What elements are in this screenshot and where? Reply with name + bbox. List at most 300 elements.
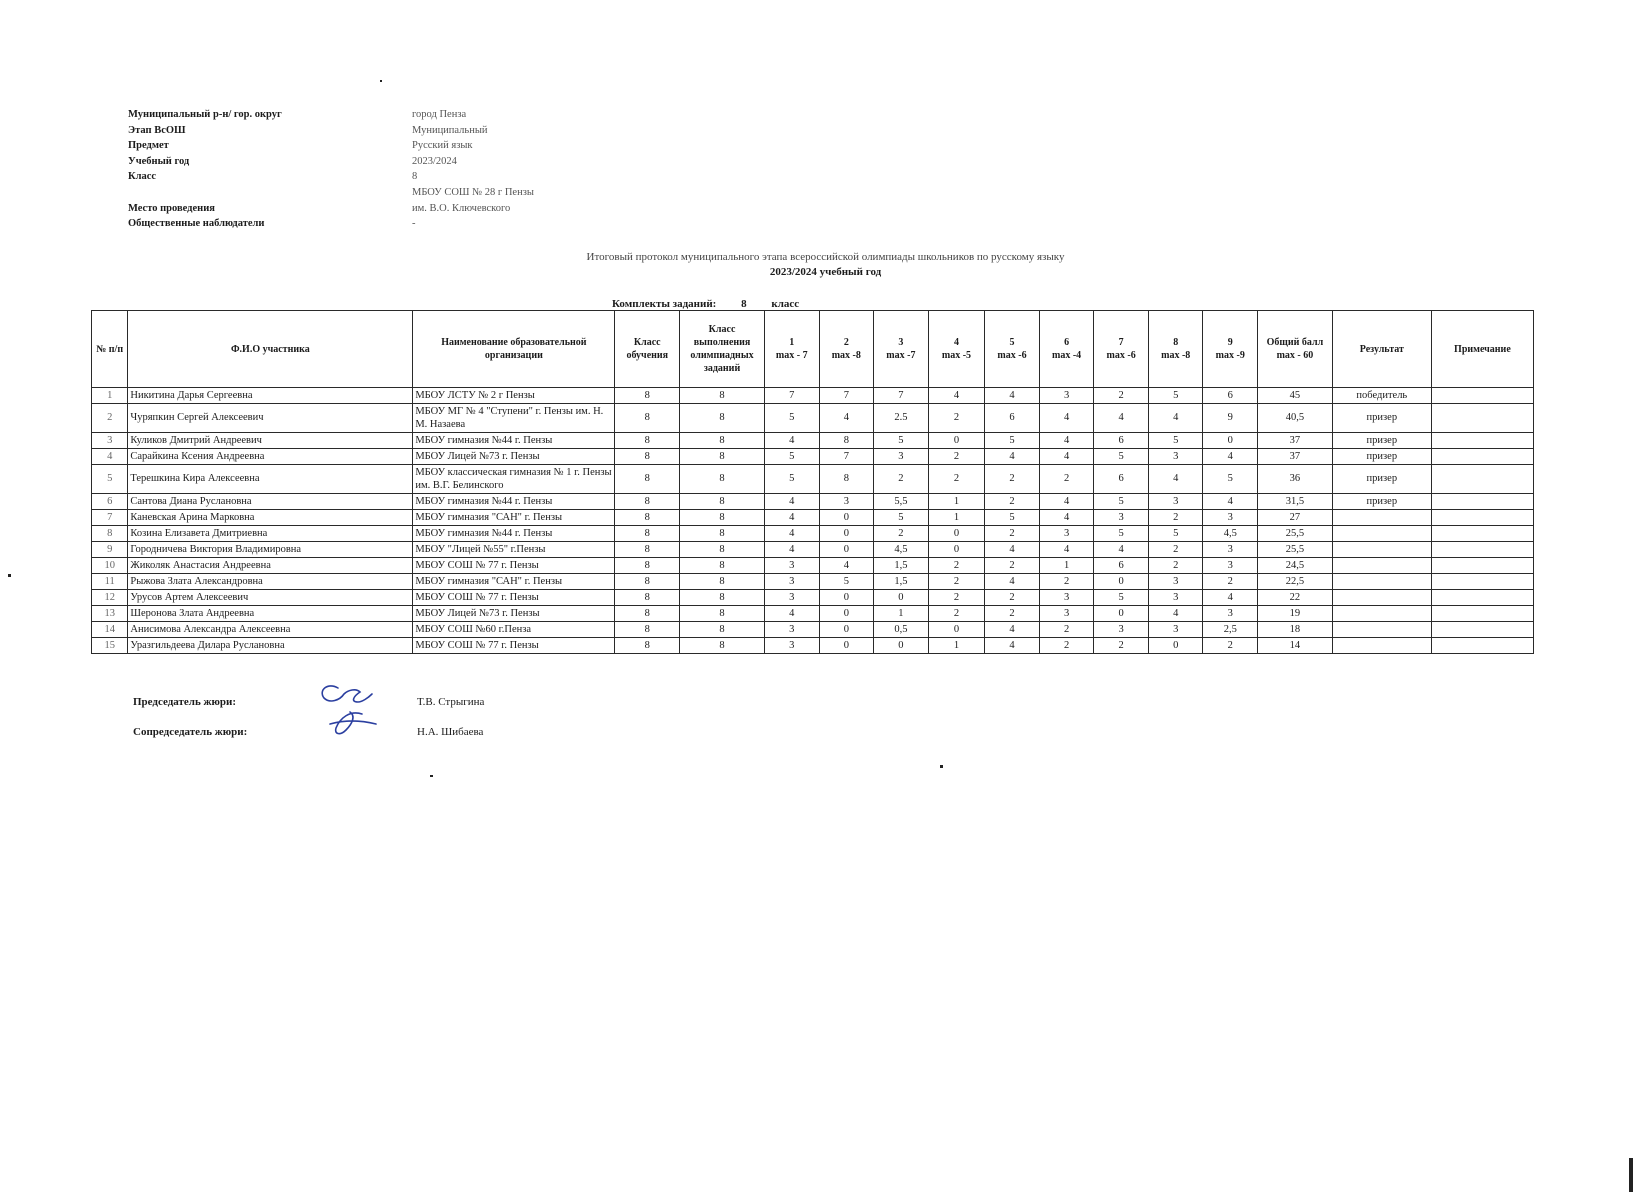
task-score: 1 — [928, 638, 985, 654]
note-cell — [1431, 433, 1533, 449]
task-score: 4 — [985, 542, 1040, 558]
meta-row-district — [128, 107, 534, 123]
row-number: 5 — [92, 465, 128, 494]
column-header: Класс выполнения олимпиадных заданий — [680, 311, 765, 388]
task-score: 4 — [1039, 542, 1094, 558]
task-score: 8 — [819, 465, 874, 494]
task-score: 2 — [928, 404, 985, 433]
task-score: 2 — [928, 606, 985, 622]
task-score: 3 — [1203, 510, 1258, 526]
task-score: 4 — [928, 388, 985, 404]
row-number: 11 — [92, 574, 128, 590]
task-score: 6 — [1094, 558, 1149, 574]
task-score: 1 — [928, 510, 985, 526]
result-cell: призер — [1332, 433, 1431, 449]
task-score: 4 — [1203, 494, 1258, 510]
task-score: 2 — [874, 465, 929, 494]
task-score: 2 — [985, 590, 1040, 606]
meta-value: 2023/2024 — [412, 155, 457, 167]
task-score: 7 — [874, 388, 929, 404]
task-score: 3 — [1148, 449, 1203, 465]
task-score: 2 — [985, 526, 1040, 542]
results-table — [91, 310, 1534, 654]
meta-value: 8 — [412, 171, 418, 183]
task-score: 3 — [1203, 606, 1258, 622]
total-score: 45 — [1258, 388, 1333, 404]
grade-exec-cell: 8 — [680, 526, 765, 542]
table-row — [92, 494, 1534, 510]
meta-label: Учебный год — [128, 155, 190, 167]
participant-name: Чуряпкин Сергей Алексеевич — [128, 404, 413, 433]
task-score: 2 — [928, 590, 985, 606]
task-score: 3 — [1148, 494, 1203, 510]
participant-name: Сантова Диана Руслановна — [128, 494, 413, 510]
note-cell — [1431, 404, 1533, 433]
result-cell: призер — [1332, 465, 1431, 494]
kits-suffix: класс — [771, 298, 800, 310]
total-score: 27 — [1258, 510, 1333, 526]
row-number: 6 — [92, 494, 128, 510]
task-score: 2 — [1203, 638, 1258, 654]
jury-chair — [133, 696, 485, 708]
task-score: 9 — [1203, 404, 1258, 433]
task-score: 4 — [764, 433, 819, 449]
column-header: 5 max -6 — [985, 311, 1040, 388]
column-header: 9 max -9 — [1203, 311, 1258, 388]
grade-cell: 8 — [615, 526, 680, 542]
task-score: 5 — [1203, 465, 1258, 494]
task-score: 2 — [985, 606, 1040, 622]
chair-label: Председатель жюри: — [133, 696, 237, 708]
result-cell — [1332, 606, 1431, 622]
task-score: 4 — [1148, 606, 1203, 622]
task-score: 4 — [985, 449, 1040, 465]
grade-exec-cell: 8 — [680, 590, 765, 606]
task-score: 2 — [1039, 574, 1094, 590]
task-score: 3 — [764, 622, 819, 638]
note-cell — [1431, 494, 1533, 510]
column-header: № п/п — [92, 311, 128, 388]
organization: МБОУ гимназия №44 г. Пензы — [413, 494, 615, 510]
task-score: 0 — [1148, 638, 1203, 654]
task-score: 3 — [1148, 590, 1203, 606]
column-header: 7 max -6 — [1094, 311, 1149, 388]
task-score: 6 — [1094, 433, 1149, 449]
participant-name: Жиколяк Анастасия Андреевна — [128, 558, 413, 574]
task-score: 3 — [764, 638, 819, 654]
organization: МБОУ гимназия №44 г. Пензы — [413, 526, 615, 542]
scan-edge-mark — [1629, 1158, 1633, 1192]
organization: МБОУ гимназия "САН" г. Пензы — [413, 510, 615, 526]
note-cell — [1431, 574, 1533, 590]
scan-speck — [8, 574, 11, 577]
task-score: 3 — [874, 449, 929, 465]
participant-name: Рыжова Злата Александровна — [128, 574, 413, 590]
task-score: 3 — [764, 574, 819, 590]
note-cell — [1431, 449, 1533, 465]
task-score: 2 — [1148, 542, 1203, 558]
task-score: 5 — [764, 449, 819, 465]
column-header: Ф.И.О участника — [128, 311, 413, 388]
task-score: 5 — [764, 465, 819, 494]
note-cell — [1431, 622, 1533, 638]
grade-cell: 8 — [615, 433, 680, 449]
task-score: 1 — [928, 494, 985, 510]
grade-cell: 8 — [615, 574, 680, 590]
task-score: 0,5 — [874, 622, 929, 638]
task-score: 3 — [1203, 542, 1258, 558]
task-score: 5,5 — [874, 494, 929, 510]
total-score: 18 — [1258, 622, 1333, 638]
row-number: 3 — [92, 433, 128, 449]
note-cell — [1431, 590, 1533, 606]
grade-exec-cell: 8 — [680, 622, 765, 638]
task-score: 5 — [1148, 388, 1203, 404]
participant-name: Козина Елизавета Дмитриевна — [128, 526, 413, 542]
grade-exec-cell: 8 — [680, 558, 765, 574]
task-score: 5 — [1148, 433, 1203, 449]
grade-exec-cell: 8 — [680, 638, 765, 654]
result-cell — [1332, 638, 1431, 654]
task-score: 0 — [819, 638, 874, 654]
task-score: 2 — [928, 465, 985, 494]
grade-cell: 8 — [615, 622, 680, 638]
table-row — [92, 558, 1534, 574]
result-cell — [1332, 590, 1431, 606]
result-cell: призер — [1332, 494, 1431, 510]
task-score: 0 — [1094, 574, 1149, 590]
participant-name: Шеронова Злата Андреевна — [128, 606, 413, 622]
title-line-2: 2023/2024 учебный год — [769, 266, 882, 278]
column-header: 8 max -8 — [1148, 311, 1203, 388]
task-score: 3 — [764, 558, 819, 574]
task-score: 4 — [985, 638, 1040, 654]
task-score: 4 — [1094, 404, 1149, 433]
column-header: Класс обучения — [615, 311, 680, 388]
task-score: 3 — [1148, 574, 1203, 590]
task-score: 4 — [764, 494, 819, 510]
column-header: Наименование образовательной организации — [413, 311, 615, 388]
meta-value: Муниципальный — [412, 124, 488, 136]
venue-line-2: им. В.О. Ключевского — [412, 202, 511, 214]
grade-cell: 8 — [615, 449, 680, 465]
total-score: 14 — [1258, 638, 1333, 654]
task-score: 4 — [819, 404, 874, 433]
handwritten-signature — [310, 680, 390, 740]
row-number: 10 — [92, 558, 128, 574]
organization: МБОУ ЛСТУ № 2 г Пензы — [413, 388, 615, 404]
meta-row-observers — [128, 216, 534, 232]
participant-name: Никитина Дарья Сергеевна — [128, 388, 413, 404]
scan-speck — [430, 775, 433, 777]
task-score: 4 — [1039, 494, 1094, 510]
task-score: 5 — [874, 433, 929, 449]
total-score: 22 — [1258, 590, 1333, 606]
meta-label: Предмет — [128, 140, 169, 152]
cochair-name: Н.А. Шибаева — [417, 726, 484, 738]
participant-name: Куликов Дмитрий Андреевич — [128, 433, 413, 449]
result-cell — [1332, 558, 1431, 574]
participant-name: Урусов Артем Алексеевич — [128, 590, 413, 606]
task-score: 5 — [985, 510, 1040, 526]
protocol-metadata — [128, 107, 534, 232]
task-score: 2 — [928, 558, 985, 574]
column-header: 6 max -4 — [1039, 311, 1094, 388]
task-score: 2 — [985, 465, 1040, 494]
note-cell — [1431, 465, 1533, 494]
total-score: 24,5 — [1258, 558, 1333, 574]
grade-cell: 8 — [615, 542, 680, 558]
table-header-row — [92, 311, 1534, 388]
table-row — [92, 388, 1534, 404]
result-cell: призер — [1332, 449, 1431, 465]
note-cell — [1431, 638, 1533, 654]
total-score: 22,5 — [1258, 574, 1333, 590]
meta-label: Класс — [128, 171, 157, 183]
task-score: 4 — [1148, 404, 1203, 433]
task-score: 2 — [985, 558, 1040, 574]
task-score: 2 — [874, 526, 929, 542]
participant-name: Терешкина Кира Алексеевна — [128, 465, 413, 494]
task-score: 0 — [928, 433, 985, 449]
task-score: 8 — [819, 433, 874, 449]
task-score: 0 — [1203, 433, 1258, 449]
task-score: 0 — [928, 622, 985, 638]
column-header: Общий балл max - 60 — [1258, 311, 1333, 388]
row-number: 13 — [92, 606, 128, 622]
meta-row-stage — [128, 123, 534, 139]
task-score: 4 — [764, 542, 819, 558]
result-cell: победитель — [1332, 388, 1431, 404]
task-score: 5 — [1094, 590, 1149, 606]
meta-value — [412, 185, 534, 216]
task-score: 0 — [819, 590, 874, 606]
task-score: 0 — [928, 542, 985, 558]
task-score: 4,5 — [874, 542, 929, 558]
grade-exec-cell: 8 — [680, 449, 765, 465]
task-score: 0 — [819, 510, 874, 526]
total-score: 40,5 — [1258, 404, 1333, 433]
task-score: 3 — [1094, 510, 1149, 526]
task-score: 4 — [1203, 590, 1258, 606]
table-row — [92, 638, 1534, 654]
task-score: 3 — [1094, 622, 1149, 638]
task-score: 1,5 — [874, 558, 929, 574]
title-line-1: Итоговый протокол муниципального этапа всероссийской олимпиады школьников по русскому языку — [586, 251, 1065, 263]
participant-name: Анисимова Александра Алексеевна — [128, 622, 413, 638]
result-cell — [1332, 526, 1431, 542]
table-row — [92, 465, 1534, 494]
task-score: 3 — [1039, 526, 1094, 542]
row-number: 14 — [92, 622, 128, 638]
table-row — [92, 433, 1534, 449]
grade-cell: 8 — [615, 590, 680, 606]
task-score: 4 — [985, 574, 1040, 590]
grade-cell: 8 — [615, 510, 680, 526]
venue-line-1: МБОУ СОШ № 28 г Пензы — [412, 186, 534, 198]
task-score: 3 — [819, 494, 874, 510]
jury-cochair — [133, 726, 484, 738]
task-score: 4 — [1203, 449, 1258, 465]
organization: МБОУ СОШ №60 г.Пенза — [413, 622, 615, 638]
row-number: 7 — [92, 510, 128, 526]
note-cell — [1431, 558, 1533, 574]
task-score: 5 — [764, 404, 819, 433]
task-score: 2 — [928, 449, 985, 465]
task-score: 4 — [764, 526, 819, 542]
grade-exec-cell: 8 — [680, 606, 765, 622]
grade-exec-cell: 8 — [680, 433, 765, 449]
row-number: 15 — [92, 638, 128, 654]
column-header: 2 max -8 — [819, 311, 874, 388]
scan-speck — [380, 80, 382, 82]
note-cell — [1431, 388, 1533, 404]
task-score: 4,5 — [1203, 526, 1258, 542]
task-score: 1 — [1039, 558, 1094, 574]
kits-label: Комплекты заданий: — [612, 298, 717, 310]
task-score: 3 — [1039, 606, 1094, 622]
total-score: 36 — [1258, 465, 1333, 494]
task-score: 3 — [1039, 388, 1094, 404]
chair-name: Т.В. Стрыгина — [417, 696, 485, 708]
grade-cell: 8 — [615, 494, 680, 510]
participant-name: Каневская Арина Марковна — [128, 510, 413, 526]
meta-value: город Пенза — [412, 109, 467, 120]
row-number: 4 — [92, 449, 128, 465]
task-score: 0 — [1094, 606, 1149, 622]
task-score: 5 — [1094, 449, 1149, 465]
task-score: 4 — [764, 510, 819, 526]
task-score: 2.5 — [874, 404, 929, 433]
task-score: 4 — [764, 606, 819, 622]
task-score: 7 — [764, 388, 819, 404]
meta-row-grade — [128, 169, 534, 185]
grade-cell: 8 — [615, 388, 680, 404]
protocol-title — [0, 250, 1651, 280]
task-score: 0 — [819, 606, 874, 622]
grade-exec-cell: 8 — [680, 542, 765, 558]
grade-cell: 8 — [615, 638, 680, 654]
cochair-label: Сопредседатель жюри: — [133, 726, 248, 738]
task-score: 4 — [1148, 465, 1203, 494]
meta-label: Общественные наблюдатели — [128, 218, 265, 230]
task-score: 2 — [928, 574, 985, 590]
task-score: 4 — [985, 388, 1040, 404]
meta-label: Место проведения — [128, 202, 215, 214]
meta-row-subject — [128, 138, 534, 154]
task-score: 2 — [1039, 622, 1094, 638]
task-score: 1 — [874, 606, 929, 622]
column-header: 3 max -7 — [874, 311, 929, 388]
grade-cell: 8 — [615, 558, 680, 574]
meta-value: - — [412, 218, 416, 230]
grade-cell: 8 — [615, 404, 680, 433]
table-row — [92, 542, 1534, 558]
grade-exec-cell: 8 — [680, 510, 765, 526]
table-row — [92, 622, 1534, 638]
kits-value: 8 — [741, 298, 747, 310]
grade-exec-cell: 8 — [680, 574, 765, 590]
row-number: 1 — [92, 388, 128, 404]
task-score: 3 — [1148, 622, 1203, 638]
organization: МБОУ "Лицей №55" г.Пензы — [413, 542, 615, 558]
organization: МБОУ МГ № 4 "Ступени" г. Пензы им. Н. М. Назаева — [413, 404, 615, 433]
task-score: 0 — [819, 542, 874, 558]
organization: МБОУ гимназия "САН" г. Пензы — [413, 574, 615, 590]
row-number: 9 — [92, 542, 128, 558]
table-row — [92, 606, 1534, 622]
task-score: 2 — [1094, 388, 1149, 404]
grade-cell: 8 — [615, 465, 680, 494]
task-score: 6 — [1094, 465, 1149, 494]
task-score: 0 — [819, 622, 874, 638]
organization: МБОУ классическая гимназия № 1 г. Пензы им. В.Г. Белинского — [413, 465, 615, 494]
organization: МБОУ гимназия №44 г. Пензы — [413, 433, 615, 449]
task-score: 3 — [1203, 558, 1258, 574]
meta-label: Муниципальный р-н/ гор. округ — [128, 109, 282, 120]
task-kits — [612, 298, 821, 310]
note-cell — [1431, 606, 1533, 622]
grade-exec-cell: 8 — [680, 465, 765, 494]
grade-exec-cell: 8 — [680, 388, 765, 404]
meta-value: Русский язык — [412, 140, 473, 152]
task-score: 4 — [1039, 433, 1094, 449]
task-score: 3 — [1039, 590, 1094, 606]
organization: МБОУ Лицей №73 г. Пензы — [413, 449, 615, 465]
meta-row-venue — [128, 185, 534, 216]
task-score: 6 — [985, 404, 1040, 433]
total-score: 37 — [1258, 433, 1333, 449]
total-score: 31,5 — [1258, 494, 1333, 510]
task-score: 4 — [1094, 542, 1149, 558]
task-score: 1,5 — [874, 574, 929, 590]
task-score: 0 — [928, 526, 985, 542]
task-score: 5 — [985, 433, 1040, 449]
total-score: 19 — [1258, 606, 1333, 622]
result-cell: призер — [1332, 404, 1431, 433]
task-score: 4 — [1039, 449, 1094, 465]
task-score: 0 — [819, 526, 874, 542]
column-header: Результат — [1332, 311, 1431, 388]
task-score: 0 — [874, 638, 929, 654]
task-score: 6 — [1203, 388, 1258, 404]
grade-cell: 8 — [615, 606, 680, 622]
table-row — [92, 590, 1534, 606]
task-score: 2 — [1148, 558, 1203, 574]
organization: МБОУ СОШ № 77 г. Пензы — [413, 558, 615, 574]
organization: МБОУ СОШ № 77 г. Пензы — [413, 638, 615, 654]
task-score: 7 — [819, 449, 874, 465]
result-cell — [1332, 574, 1431, 590]
scan-speck — [940, 765, 943, 768]
total-score: 25,5 — [1258, 542, 1333, 558]
task-score: 3 — [764, 590, 819, 606]
task-score: 5 — [1094, 526, 1149, 542]
row-number: 8 — [92, 526, 128, 542]
note-cell — [1431, 510, 1533, 526]
table-row — [92, 449, 1534, 465]
total-score: 37 — [1258, 449, 1333, 465]
task-score: 4 — [819, 558, 874, 574]
column-header: 1 max - 7 — [764, 311, 819, 388]
meta-row-year — [128, 154, 534, 170]
organization: МБОУ СОШ № 77 г. Пензы — [413, 590, 615, 606]
note-cell — [1431, 542, 1533, 558]
result-cell — [1332, 510, 1431, 526]
task-score: 7 — [819, 388, 874, 404]
table-row — [92, 526, 1534, 542]
participant-name: Уразгильдеева Дилара Руслановна — [128, 638, 413, 654]
